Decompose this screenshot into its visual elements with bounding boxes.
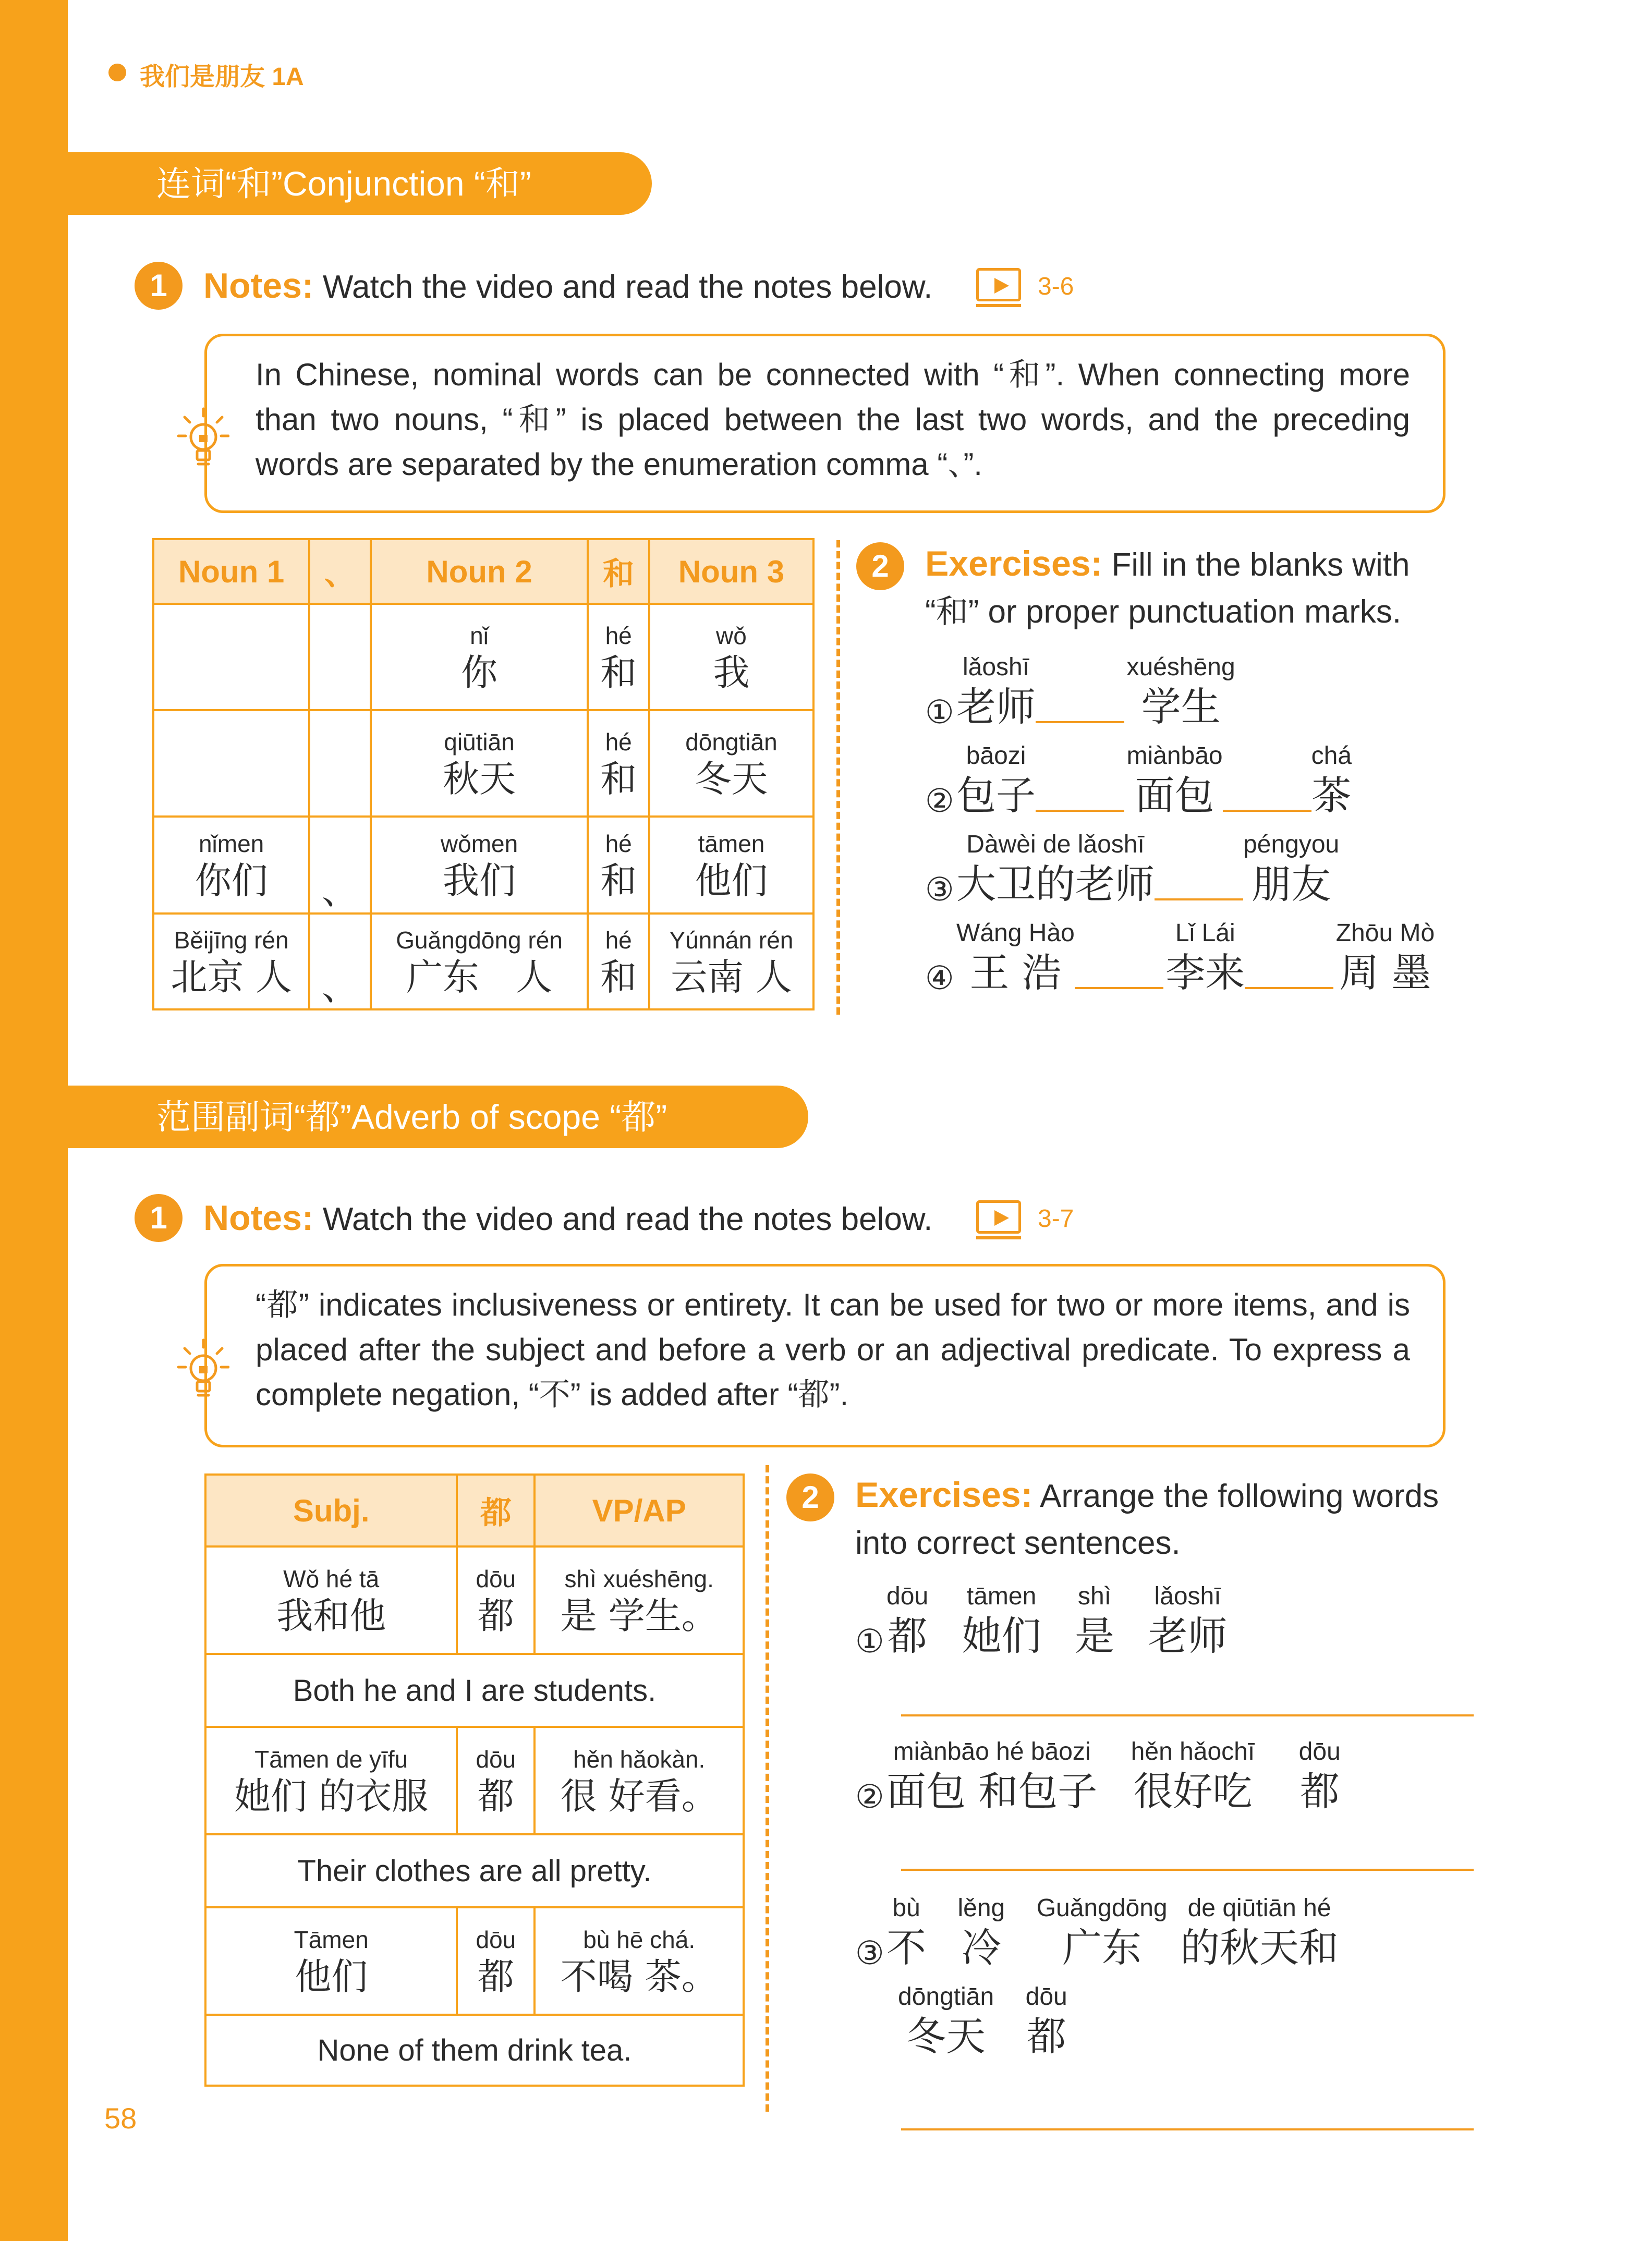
exercise-number-badge: 2 — [786, 1473, 834, 1521]
note-text: In Chinese, nominal words can be connected with “和”. When connecting more than two nouns, “和” is placed between the last two words, and the preceding words are separated by the enumeration comma “、”. — [256, 357, 1410, 482]
word-hanzi: 茶 — [1311, 772, 1352, 819]
table-cell — [153, 710, 309, 817]
table-cell — [535, 1727, 744, 1834]
header-noun3: Noun 3 — [649, 539, 813, 604]
table-cell — [588, 817, 649, 914]
divider-dashed — [766, 1465, 769, 2112]
word-pinyin: Wáng Hào — [956, 919, 1075, 947]
word — [1180, 1893, 1339, 1972]
book-title: 我们是朋友 1A — [140, 63, 304, 91]
cell-hanzi: 北京 人 — [171, 956, 292, 998]
item-number: ② — [855, 1779, 884, 1815]
cell-pinyin: Wǒ hé tā — [283, 1565, 380, 1592]
word-hanzi: 老师 — [1148, 1613, 1228, 1659]
header-noun1: Noun 1 — [153, 539, 309, 604]
notes-instruction: Watch the video and read the notes below. — [322, 1201, 933, 1237]
table-cell — [153, 914, 309, 1009]
table-cell — [309, 604, 370, 710]
cell-pinyin: hé — [605, 927, 632, 954]
word — [956, 918, 1075, 997]
table-cell — [205, 1727, 457, 1834]
word-pinyin: péngyou — [1243, 831, 1340, 858]
translation-row — [205, 2015, 744, 2086]
word-pinyin: dōu — [886, 1582, 929, 1610]
word-hanzi: 冬天 — [906, 2013, 986, 2060]
table-cell — [649, 604, 813, 710]
cell-pinyin: wǒmen — [440, 830, 518, 857]
word — [1148, 1581, 1228, 1660]
word-hanzi: 她们 — [962, 1613, 1041, 1659]
notes-label: Notes: — [203, 1198, 314, 1238]
word-pinyin: chá — [1311, 742, 1352, 770]
table-cell — [309, 914, 370, 1009]
word — [1075, 1581, 1114, 1660]
table-cell — [588, 604, 649, 710]
word-pinyin: lǎoshī — [963, 653, 1030, 681]
cell-pinyin: dōu — [476, 1926, 516, 1953]
notes-heading — [203, 265, 932, 308]
word — [886, 1736, 1097, 1816]
word-hanzi: 不 — [886, 1925, 927, 1971]
blank[interactable] — [1036, 810, 1124, 812]
exercise-item — [925, 918, 1435, 997]
word-pinyin: hěn hǎochī — [1131, 1738, 1255, 1765]
word-hanzi: 王 浩 — [969, 949, 1062, 996]
word-hanzi: 冷 — [961, 1925, 1001, 1971]
word — [962, 1581, 1041, 1660]
note-text: “都” indicates inclusiveness or entirety. It can be used for two or more items, and is placed after the subject and before a verb or an adjectival predicate. To express a complete negation, “不” is added after “都”. — [256, 1287, 1410, 1412]
word-hanzi: 的秋天和 — [1180, 1925, 1339, 1971]
header-vp-ap: VP/AP — [535, 1475, 744, 1546]
page-number: 58 — [104, 2102, 137, 2135]
table-cell — [371, 604, 588, 710]
table-cell — [371, 817, 588, 914]
exercise-instruction: Fill in the blanks with — [1111, 547, 1410, 583]
item-number: ① — [855, 1624, 884, 1660]
cell-hanzi: 他们 — [295, 1955, 368, 1998]
section-banner-conjunction: 连词“和”Conjunction “和” — [68, 152, 652, 215]
exercise-item — [925, 740, 1352, 820]
cell-hanzi: 她们 的衣服 — [234, 1775, 429, 1818]
blank[interactable] — [1155, 898, 1243, 900]
cell-pinyin: nǐmen — [198, 830, 264, 857]
conjunction-table — [152, 538, 815, 1010]
table-row — [205, 1907, 744, 2015]
table-cell — [457, 1727, 535, 1834]
notes-label: Notes: — [203, 266, 314, 306]
word-hanzi: 面包 和包子 — [886, 1768, 1098, 1814]
word-hanzi: 都 — [1299, 1768, 1340, 1814]
table-cell — [535, 1907, 744, 2015]
cell-hanzi: 和 — [600, 758, 637, 800]
lightbulb-icon — [177, 407, 229, 469]
word-hanzi: 面包 — [1135, 772, 1214, 819]
table-cell — [588, 914, 649, 1009]
cell-pinyin: hé — [605, 830, 632, 857]
table-row — [153, 817, 813, 914]
word — [1127, 740, 1223, 820]
exercise-instruction: Arrange the following words — [1040, 1478, 1439, 1514]
exercise-label: Exercises: — [925, 544, 1103, 583]
word-hanzi: 周 墨 — [1339, 949, 1431, 996]
table-cell — [649, 914, 813, 1009]
table-cell — [205, 1546, 457, 1654]
table-cell — [153, 604, 309, 710]
cell-hanzi: 都 — [477, 1594, 514, 1637]
word-hanzi: 包子 — [956, 772, 1036, 819]
cell-hanzi: 很 好看。 — [560, 1775, 718, 1818]
word-hanzi: 是 — [1075, 1613, 1115, 1659]
exercise-item — [855, 1736, 1341, 1816]
translation: Both he and I are students. — [205, 1654, 744, 1727]
table-row — [153, 710, 813, 817]
word — [1037, 1893, 1168, 1972]
table-cell — [588, 710, 649, 817]
word-pinyin: Lǐ Lái — [1175, 919, 1235, 947]
word-hanzi: 都 — [888, 1613, 928, 1659]
header-he: 和 — [588, 539, 649, 604]
blank[interactable] — [1075, 987, 1163, 989]
word-pinyin: miànbāo hé bāozi — [893, 1738, 1091, 1765]
word-hanzi: 老师 — [956, 684, 1036, 730]
cell-hanzi: 、 — [321, 966, 358, 1008]
exercise-instruction-2: into correct sentences. — [855, 1525, 1181, 1561]
cell-pinyin: dōu — [476, 1746, 516, 1773]
cell-pinyin: hé — [605, 622, 632, 649]
table-header-row — [205, 1475, 744, 1546]
blank[interactable] — [1036, 721, 1124, 723]
header-comma: 、 — [309, 539, 370, 604]
notes-heading — [203, 1197, 932, 1240]
table-cell — [309, 817, 370, 914]
cell-pinyin: dōu — [476, 1565, 516, 1592]
cell-pinyin: shì xuéshēng. — [564, 1565, 714, 1592]
table-cell — [371, 914, 588, 1009]
cell-hanzi: 你 — [461, 651, 498, 694]
word-pinyin: Zhōu Mò — [1335, 919, 1435, 947]
table-row — [153, 604, 813, 710]
blank[interactable] — [1223, 810, 1311, 812]
cell-hanzi: 和 — [600, 651, 637, 694]
answer-line[interactable] — [901, 2128, 1474, 2130]
word-pinyin: dōngtiān — [898, 1983, 994, 2011]
table-cell — [205, 1907, 457, 2015]
word — [1165, 918, 1245, 997]
word-pinyin: Dàwèi de lǎoshī — [966, 831, 1145, 858]
answer-line[interactable] — [901, 1714, 1474, 1716]
word-hanzi: 朋友 — [1252, 861, 1331, 907]
word-pinyin: tāmen — [966, 1582, 1037, 1610]
word-pinyin: de qiūtiān hé — [1187, 1894, 1331, 1922]
play-video-icon[interactable] — [976, 1200, 1021, 1234]
item-number: ③ — [925, 872, 954, 908]
word-pinyin: lěng — [957, 1894, 1005, 1922]
word-pinyin: bāozi — [966, 742, 1026, 770]
section-banner-adverb: 范围副词“都”Adverb of scope “都” — [68, 1086, 808, 1148]
word-hanzi: 广东 — [1062, 1925, 1142, 1971]
item-number: ③ — [855, 1935, 884, 1971]
cell-hanzi: 和 — [600, 859, 637, 902]
cell-hanzi: 广东 人 — [406, 956, 553, 998]
exercise-instruction-2: “和” or proper punctuation marks. — [925, 594, 1402, 630]
cell-pinyin: Běijīng rén — [174, 927, 289, 954]
cell-hanzi: 是 学生。 — [560, 1594, 718, 1637]
table-row — [205, 1727, 744, 1834]
cell-hanzi: 不喝 茶。 — [560, 1955, 718, 1998]
header-noun2: Noun 2 — [371, 539, 588, 604]
cell-hanzi: 云南 人 — [671, 956, 792, 998]
cell-hanzi: 你们 — [195, 859, 268, 902]
word — [1243, 829, 1339, 908]
word-hanzi: 学生 — [1141, 684, 1221, 730]
word — [898, 1981, 994, 2061]
word — [956, 829, 1155, 908]
table-cell — [309, 710, 370, 817]
cell-pinyin: Tāmen — [294, 1926, 369, 1953]
exercise-item-continued — [898, 1981, 1067, 2061]
exercise-label: Exercises: — [855, 1475, 1033, 1515]
table-cell — [371, 710, 588, 817]
word — [1026, 1981, 1067, 2061]
word — [1127, 652, 1235, 731]
word — [886, 1893, 926, 1972]
cell-pinyin: hěn hǎokàn. — [573, 1746, 706, 1773]
divider-dashed — [836, 540, 840, 1015]
cell-pinyin: dōngtiān — [685, 728, 778, 756]
item-number: ① — [925, 695, 954, 730]
exercise-heading — [925, 540, 1447, 636]
cell-hanzi: 冬天 — [695, 758, 768, 800]
word — [956, 740, 1036, 820]
cell-hanzi: 我和他 — [276, 1594, 386, 1637]
table-cell — [535, 1546, 744, 1654]
answer-line[interactable] — [901, 1869, 1474, 1871]
word-pinyin: dōu — [1298, 1738, 1341, 1765]
word — [956, 652, 1036, 731]
word — [1131, 1736, 1255, 1816]
word-pinyin: shì — [1078, 1582, 1112, 1610]
table-cell — [649, 710, 813, 817]
exercise-heading — [855, 1471, 1481, 1567]
word — [1336, 918, 1435, 997]
item-number: ④ — [925, 960, 954, 996]
video-code: 3-7 — [1038, 1205, 1074, 1233]
cell-pinyin: nǐ — [470, 622, 489, 649]
exercise-item — [855, 1581, 1228, 1660]
word — [886, 1581, 928, 1660]
lightbulb-icon — [177, 1338, 229, 1400]
notes-number-badge: 1 — [135, 1194, 183, 1242]
exercise-item — [855, 1893, 1339, 1972]
translation: None of them drink tea. — [205, 2015, 744, 2086]
cell-pinyin: wǒ — [716, 622, 747, 649]
word-pinyin: xuéshēng — [1126, 653, 1235, 681]
table-cell — [457, 1907, 535, 2015]
header-dou: 都 — [457, 1475, 535, 1546]
cell-pinyin: bù hē chá. — [583, 1926, 696, 1953]
word-hanzi: 很好吃 — [1133, 1768, 1253, 1814]
cell-pinyin: Yúnnán rén — [669, 927, 794, 954]
header-bullet — [108, 64, 126, 81]
table-row — [153, 914, 813, 1009]
notes-instruction: Watch the video and read the notes below. — [322, 269, 933, 305]
exercise-item — [925, 829, 1339, 908]
cell-pinyin: Tāmen de yīfu — [254, 1746, 408, 1773]
header-subject: Subj. — [205, 1475, 457, 1546]
translation-row — [205, 1654, 744, 1727]
cell-hanzi: 都 — [477, 1775, 514, 1818]
word — [1311, 740, 1352, 820]
word-hanzi: 都 — [1026, 2013, 1066, 2060]
cell-pinyin: hé — [605, 728, 632, 756]
item-number: ② — [925, 783, 954, 819]
video-code: 3-6 — [1038, 273, 1074, 300]
cell-pinyin: tāmen — [698, 830, 765, 857]
word-pinyin: Guǎngdōng — [1036, 1894, 1168, 1922]
word-pinyin: lǎoshī — [1154, 1582, 1221, 1610]
cell-hanzi: 、 — [321, 870, 358, 912]
cell-hanzi: 他们 — [695, 859, 768, 902]
cell-pinyin: Guǎngdōng rén — [396, 927, 563, 954]
notes-number-badge: 1 — [135, 262, 183, 310]
adverb-table — [204, 1473, 745, 2087]
word — [958, 1893, 1005, 1972]
side-color-bar — [0, 0, 68, 2241]
cell-hanzi: 我 — [713, 651, 750, 694]
exercise-item — [925, 652, 1235, 731]
table-cell — [457, 1546, 535, 1654]
cell-hanzi: 我们 — [443, 859, 516, 902]
cell-pinyin: qiūtiān — [444, 728, 515, 756]
translation: Their clothes are all pretty. — [205, 1834, 744, 1907]
word-pinyin: miànbāo — [1126, 742, 1223, 770]
exercise-number-badge: 2 — [856, 542, 904, 590]
word-pinyin: bù — [892, 1894, 920, 1922]
table-row — [205, 1546, 744, 1654]
cell-hanzi: 秋天 — [443, 758, 516, 800]
word-hanzi: 李来 — [1165, 949, 1245, 996]
word-hanzi: 大卫的老师 — [956, 861, 1155, 907]
cell-hanzi: 都 — [477, 1955, 514, 1998]
table-header-row — [153, 539, 813, 604]
table-cell — [649, 817, 813, 914]
word-pinyin: dōu — [1025, 1983, 1067, 2011]
play-video-icon[interactable] — [976, 268, 1021, 301]
blank[interactable] — [1245, 987, 1333, 989]
table-cell — [153, 817, 309, 914]
word — [1299, 1736, 1341, 1816]
cell-hanzi: 和 — [600, 956, 637, 998]
translation-row — [205, 1834, 744, 1907]
